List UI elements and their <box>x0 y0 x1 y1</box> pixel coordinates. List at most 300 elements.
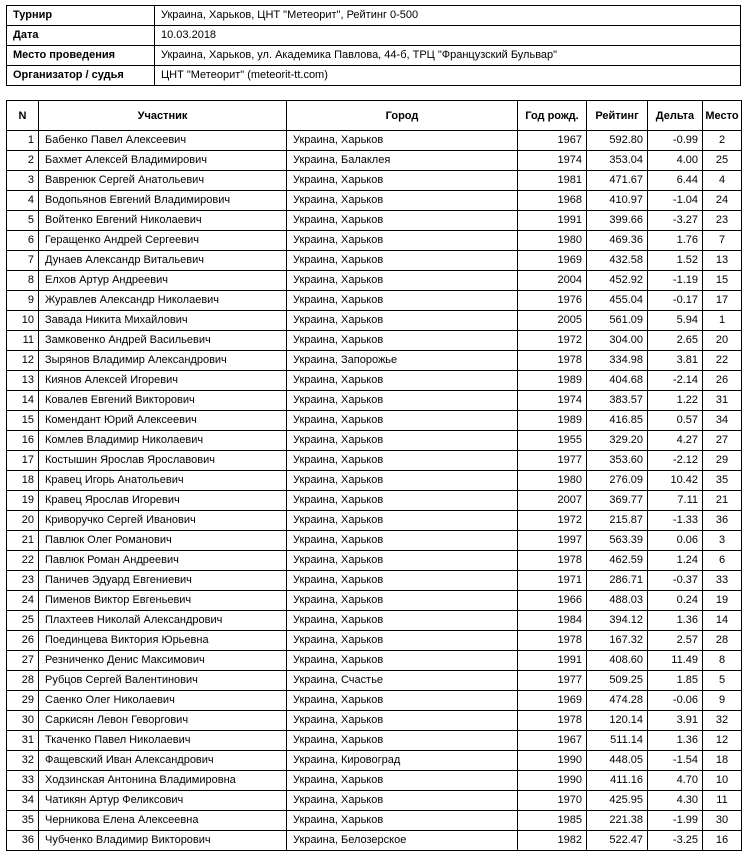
table-row <box>7 711 742 731</box>
cell-number: 20 <box>7 511 39 531</box>
cell-place: 1 <box>703 311 742 331</box>
cell-number: 6 <box>7 231 39 251</box>
cell-number: 9 <box>7 291 39 311</box>
cell-birth-year: 1985 <box>518 811 587 831</box>
table-row <box>7 411 742 431</box>
cell-number: 12 <box>7 351 39 371</box>
cell-place: 26 <box>703 371 742 391</box>
cell-birth-year: 1972 <box>518 331 587 351</box>
table-row <box>7 451 742 471</box>
info-value: Украина, Харьков, ул. Академика Павлова, 44-б, ТРЦ "Французский Бульвар" <box>155 46 741 66</box>
cell-place: 34 <box>703 411 742 431</box>
cell-delta: -1.19 <box>648 271 703 291</box>
cell-participant: Саенко Олег Николаевич <box>39 691 287 711</box>
cell-birth-year: 1971 <box>518 571 587 591</box>
cell-birth-year: 1990 <box>518 771 587 791</box>
cell-rating: 410.97 <box>587 191 648 211</box>
cell-place: 9 <box>703 691 742 711</box>
cell-participant: Журавлев Александр Николаевич <box>39 291 287 311</box>
table-row <box>7 371 742 391</box>
cell-rating: 411.16 <box>587 771 648 791</box>
cell-participant: Резниченко Денис Максимович <box>39 651 287 671</box>
cell-number: 27 <box>7 651 39 671</box>
cell-number: 33 <box>7 771 39 791</box>
cell-number: 35 <box>7 811 39 831</box>
cell-participant: Зырянов Владимир Александрович <box>39 351 287 371</box>
cell-place: 13 <box>703 251 742 271</box>
tournament-info-table <box>6 5 741 86</box>
cell-participant: Водопьянов Евгений Владимирович <box>39 191 287 211</box>
cell-city: Украина, Кировоград <box>287 751 518 771</box>
cell-rating: 215.87 <box>587 511 648 531</box>
cell-place: 16 <box>703 831 742 851</box>
cell-participant: Плахтеев Николай Александрович <box>39 611 287 631</box>
cell-city: Украина, Харьков <box>287 131 518 151</box>
cell-rating: 276.09 <box>587 471 648 491</box>
cell-delta: 0.06 <box>648 531 703 551</box>
cell-rating: 334.98 <box>587 351 648 371</box>
cell-delta: -2.12 <box>648 451 703 471</box>
table-row <box>7 131 742 151</box>
cell-birth-year: 1980 <box>518 231 587 251</box>
cell-delta: -0.17 <box>648 291 703 311</box>
cell-rating: 394.12 <box>587 611 648 631</box>
results-table <box>6 100 742 851</box>
cell-rating: 474.28 <box>587 691 648 711</box>
cell-number: 17 <box>7 451 39 471</box>
cell-participant: Кравец Игорь Анатольевич <box>39 471 287 491</box>
cell-birth-year: 1974 <box>518 391 587 411</box>
cell-place: 21 <box>703 491 742 511</box>
cell-city: Украина, Харьков <box>287 611 518 631</box>
cell-rating: 448.05 <box>587 751 648 771</box>
cell-delta: 7.11 <box>648 491 703 511</box>
cell-place: 2 <box>703 131 742 151</box>
cell-city: Украина, Харьков <box>287 711 518 731</box>
cell-place: 23 <box>703 211 742 231</box>
cell-birth-year: 1978 <box>518 351 587 371</box>
cell-number: 25 <box>7 611 39 631</box>
cell-delta: 10.42 <box>648 471 703 491</box>
cell-birth-year: 1976 <box>518 291 587 311</box>
info-row-organizer <box>7 66 741 86</box>
table-row <box>7 751 742 771</box>
cell-number: 28 <box>7 671 39 691</box>
cell-city: Украина, Харьков <box>287 191 518 211</box>
cell-number: 21 <box>7 531 39 551</box>
cell-delta: -3.27 <box>648 211 703 231</box>
cell-number: 23 <box>7 571 39 591</box>
table-row <box>7 251 742 271</box>
cell-rating: 592.80 <box>587 131 648 151</box>
cell-birth-year: 1969 <box>518 251 587 271</box>
cell-participant: Саркисян Левон Геворгович <box>39 711 287 731</box>
cell-city: Украина, Харьков <box>287 571 518 591</box>
cell-number: 2 <box>7 151 39 171</box>
cell-rating: 404.68 <box>587 371 648 391</box>
table-row <box>7 731 742 751</box>
cell-birth-year: 1997 <box>518 531 587 551</box>
cell-city: Украина, Харьков <box>287 471 518 491</box>
cell-city: Украина, Харьков <box>287 631 518 651</box>
cell-rating: 425.95 <box>587 791 648 811</box>
table-row <box>7 311 742 331</box>
col-header-participant: Участник <box>39 101 287 131</box>
cell-birth-year: 2004 <box>518 271 587 291</box>
info-label: Турнир <box>7 6 155 26</box>
cell-delta: 1.36 <box>648 611 703 631</box>
cell-city: Украина, Харьков <box>287 171 518 191</box>
cell-rating: 561.09 <box>587 311 648 331</box>
info-value: Украина, Харьков, ЦНТ "Метеорит", Рейтинг 0-500 <box>155 6 741 26</box>
cell-birth-year: 1968 <box>518 191 587 211</box>
cell-delta: 4.27 <box>648 431 703 451</box>
col-header-birth-year: Год рожд. <box>518 101 587 131</box>
cell-city: Украина, Счастье <box>287 671 518 691</box>
cell-birth-year: 1977 <box>518 451 587 471</box>
cell-place: 33 <box>703 571 742 591</box>
cell-participant: Костышин Ярослав Ярославович <box>39 451 287 471</box>
cell-city: Украина, Харьков <box>287 411 518 431</box>
cell-rating: 509.25 <box>587 671 648 691</box>
table-row <box>7 671 742 691</box>
cell-city: Украина, Харьков <box>287 811 518 831</box>
cell-number: 36 <box>7 831 39 851</box>
cell-city: Украина, Балаклея <box>287 151 518 171</box>
cell-place: 14 <box>703 611 742 631</box>
cell-rating: 383.57 <box>587 391 648 411</box>
cell-birth-year: 1978 <box>518 551 587 571</box>
col-header-place: Место <box>703 101 742 131</box>
cell-delta: -0.37 <box>648 571 703 591</box>
table-row <box>7 351 742 371</box>
cell-birth-year: 2007 <box>518 491 587 511</box>
cell-participant: Ковалев Евгений Викторович <box>39 391 287 411</box>
cell-number: 16 <box>7 431 39 451</box>
cell-delta: 1.22 <box>648 391 703 411</box>
cell-rating: 471.67 <box>587 171 648 191</box>
cell-rating: 286.71 <box>587 571 648 591</box>
cell-birth-year: 1984 <box>518 611 587 631</box>
table-row <box>7 771 742 791</box>
cell-birth-year: 1966 <box>518 591 587 611</box>
cell-city: Украина, Харьков <box>287 371 518 391</box>
table-row <box>7 331 742 351</box>
cell-participant: Вавренюк Сергей Анатольевич <box>39 171 287 191</box>
cell-rating: 452.92 <box>587 271 648 291</box>
cell-place: 7 <box>703 231 742 251</box>
cell-participant: Бахмет Алексей Владимирович <box>39 151 287 171</box>
cell-rating: 353.04 <box>587 151 648 171</box>
cell-city: Украина, Харьков <box>287 251 518 271</box>
cell-delta: 1.52 <box>648 251 703 271</box>
cell-number: 7 <box>7 251 39 271</box>
cell-rating: 563.39 <box>587 531 648 551</box>
cell-delta: -1.33 <box>648 511 703 531</box>
cell-place: 24 <box>703 191 742 211</box>
table-row <box>7 291 742 311</box>
cell-birth-year: 1967 <box>518 731 587 751</box>
cell-participant: Комлев Владимир Николаевич <box>39 431 287 451</box>
cell-number: 32 <box>7 751 39 771</box>
cell-birth-year: 1970 <box>518 791 587 811</box>
cell-place: 4 <box>703 171 742 191</box>
cell-place: 32 <box>703 711 742 731</box>
cell-place: 25 <box>703 151 742 171</box>
cell-number: 10 <box>7 311 39 331</box>
cell-birth-year: 1974 <box>518 151 587 171</box>
cell-rating: 329.20 <box>587 431 648 451</box>
cell-number: 30 <box>7 711 39 731</box>
cell-number: 3 <box>7 171 39 191</box>
cell-rating: 120.14 <box>587 711 648 731</box>
table-row <box>7 791 742 811</box>
cell-rating: 469.36 <box>587 231 648 251</box>
cell-city: Украина, Харьков <box>287 211 518 231</box>
cell-place: 35 <box>703 471 742 491</box>
info-value: ЦНТ "Метеорит" (meteorit-tt.com) <box>155 66 741 86</box>
cell-rating: 522.47 <box>587 831 648 851</box>
cell-city: Украина, Харьков <box>287 311 518 331</box>
cell-city: Украина, Харьков <box>287 771 518 791</box>
table-row <box>7 811 742 831</box>
info-row-date <box>7 26 741 46</box>
cell-delta: -1.54 <box>648 751 703 771</box>
cell-number: 22 <box>7 551 39 571</box>
cell-birth-year: 1991 <box>518 651 587 671</box>
cell-participant: Геращенко Андрей Сергеевич <box>39 231 287 251</box>
table-row <box>7 511 742 531</box>
cell-city: Украина, Харьков <box>287 451 518 471</box>
cell-birth-year: 1972 <box>518 511 587 531</box>
cell-city: Украина, Харьков <box>287 491 518 511</box>
cell-participant: Чубченко Владимир Викторович <box>39 831 287 851</box>
cell-delta: 3.91 <box>648 711 703 731</box>
info-row-tournament <box>7 6 741 26</box>
cell-place: 29 <box>703 451 742 471</box>
cell-city: Украина, Харьков <box>287 651 518 671</box>
cell-place: 20 <box>703 331 742 351</box>
cell-delta: -0.06 <box>648 691 703 711</box>
cell-city: Украина, Харьков <box>287 231 518 251</box>
cell-city: Украина, Харьков <box>287 691 518 711</box>
table-row <box>7 151 742 171</box>
cell-place: 18 <box>703 751 742 771</box>
table-row <box>7 231 742 251</box>
cell-rating: 399.66 <box>587 211 648 231</box>
info-label: Дата <box>7 26 155 46</box>
cell-birth-year: 1978 <box>518 631 587 651</box>
cell-place: 3 <box>703 531 742 551</box>
table-row <box>7 191 742 211</box>
cell-delta: 1.85 <box>648 671 703 691</box>
cell-participant: Поединцева Виктория Юрьевна <box>39 631 287 651</box>
cell-city: Украина, Запорожье <box>287 351 518 371</box>
cell-place: 17 <box>703 291 742 311</box>
cell-city: Украина, Харьков <box>287 791 518 811</box>
cell-delta: -1.99 <box>648 811 703 831</box>
cell-birth-year: 1991 <box>518 211 587 231</box>
cell-participant: Рубцов Сергей Валентинович <box>39 671 287 691</box>
cell-participant: Комендант Юрий Алексеевич <box>39 411 287 431</box>
info-label: Место проведения <box>7 46 155 66</box>
cell-number: 26 <box>7 631 39 651</box>
cell-birth-year: 1955 <box>518 431 587 451</box>
cell-participant: Паничев Эдуард Евгениевич <box>39 571 287 591</box>
cell-rating: 432.58 <box>587 251 648 271</box>
cell-participant: Павлюк Олег Романович <box>39 531 287 551</box>
col-header-rating: Рейтинг <box>587 101 648 131</box>
info-label: Организатор / судья <box>7 66 155 86</box>
cell-delta: -0.99 <box>648 131 703 151</box>
cell-rating: 455.04 <box>587 291 648 311</box>
cell-delta: 0.24 <box>648 591 703 611</box>
cell-participant: Елхов Артур Андреевич <box>39 271 287 291</box>
cell-delta: 2.57 <box>648 631 703 651</box>
cell-delta: -2.14 <box>648 371 703 391</box>
table-row <box>7 591 742 611</box>
cell-delta: 1.36 <box>648 731 703 751</box>
cell-number: 19 <box>7 491 39 511</box>
table-row <box>7 691 742 711</box>
cell-delta: 4.70 <box>648 771 703 791</box>
cell-birth-year: 1967 <box>518 131 587 151</box>
table-row <box>7 171 742 191</box>
table-row <box>7 551 742 571</box>
cell-delta: 3.81 <box>648 351 703 371</box>
cell-number: 5 <box>7 211 39 231</box>
cell-number: 1 <box>7 131 39 151</box>
cell-place: 10 <box>703 771 742 791</box>
cell-number: 29 <box>7 691 39 711</box>
cell-participant: Павлюк Роман Андреевич <box>39 551 287 571</box>
cell-rating: 353.60 <box>587 451 648 471</box>
cell-rating: 369.77 <box>587 491 648 511</box>
cell-place: 11 <box>703 791 742 811</box>
cell-city: Украина, Белозерское <box>287 831 518 851</box>
cell-participant: Черникова Елена Алексеевна <box>39 811 287 831</box>
cell-delta: 6.44 <box>648 171 703 191</box>
cell-birth-year: 1989 <box>518 411 587 431</box>
table-row <box>7 611 742 631</box>
cell-rating: 167.32 <box>587 631 648 651</box>
cell-birth-year: 1981 <box>518 171 587 191</box>
cell-rating: 408.60 <box>587 651 648 671</box>
col-header-delta: Дельта <box>648 101 703 131</box>
table-row <box>7 531 742 551</box>
table-row <box>7 571 742 591</box>
cell-city: Украина, Харьков <box>287 291 518 311</box>
cell-city: Украина, Харьков <box>287 331 518 351</box>
cell-birth-year: 1990 <box>518 751 587 771</box>
cell-delta: 1.76 <box>648 231 703 251</box>
cell-participant: Дунаев Александр Витальевич <box>39 251 287 271</box>
cell-place: 36 <box>703 511 742 531</box>
table-row <box>7 491 742 511</box>
info-row-venue <box>7 46 741 66</box>
cell-participant: Ходзинская Антонина Владимировна <box>39 771 287 791</box>
cell-participant: Ткаченко Павел Николаевич <box>39 731 287 751</box>
cell-number: 11 <box>7 331 39 351</box>
cell-city: Украина, Харьков <box>287 431 518 451</box>
cell-number: 4 <box>7 191 39 211</box>
cell-number: 31 <box>7 731 39 751</box>
cell-place: 15 <box>703 271 742 291</box>
cell-participant: Пименов Виктор Евгеньевич <box>39 591 287 611</box>
cell-place: 28 <box>703 631 742 651</box>
cell-number: 24 <box>7 591 39 611</box>
cell-participant: Замковенко Андрей Васильевич <box>39 331 287 351</box>
cell-place: 12 <box>703 731 742 751</box>
cell-city: Украина, Харьков <box>287 731 518 751</box>
results-body <box>7 131 742 851</box>
cell-delta: -3.25 <box>648 831 703 851</box>
cell-participant: Фащевский Иван Александрович <box>39 751 287 771</box>
table-row <box>7 431 742 451</box>
cell-participant: Криворучко Сергей Иванович <box>39 511 287 531</box>
cell-number: 13 <box>7 371 39 391</box>
table-row <box>7 211 742 231</box>
cell-delta: 5.94 <box>648 311 703 331</box>
cell-delta: 2.65 <box>648 331 703 351</box>
cell-participant: Чатикян Артур Феликсович <box>39 791 287 811</box>
cell-delta: 4.30 <box>648 791 703 811</box>
cell-participant: Кравец Ярослав Игоревич <box>39 491 287 511</box>
cell-delta: 0.57 <box>648 411 703 431</box>
cell-birth-year: 1977 <box>518 671 587 691</box>
cell-birth-year: 2005 <box>518 311 587 331</box>
table-row <box>7 271 742 291</box>
cell-number: 14 <box>7 391 39 411</box>
cell-birth-year: 1980 <box>518 471 587 491</box>
cell-birth-year: 1989 <box>518 371 587 391</box>
col-header-number: N <box>7 101 39 131</box>
cell-delta: -1.04 <box>648 191 703 211</box>
cell-number: 34 <box>7 791 39 811</box>
cell-rating: 488.03 <box>587 591 648 611</box>
col-header-city: Город <box>287 101 518 131</box>
results-header-row <box>7 101 742 131</box>
cell-rating: 511.14 <box>587 731 648 751</box>
cell-rating: 221.38 <box>587 811 648 831</box>
table-row <box>7 391 742 411</box>
table-row <box>7 831 742 851</box>
cell-number: 8 <box>7 271 39 291</box>
info-value: 10.03.2018 <box>155 26 741 46</box>
cell-place: 19 <box>703 591 742 611</box>
cell-birth-year: 1978 <box>518 711 587 731</box>
cell-place: 31 <box>703 391 742 411</box>
cell-place: 6 <box>703 551 742 571</box>
cell-birth-year: 1969 <box>518 691 587 711</box>
cell-place: 30 <box>703 811 742 831</box>
cell-birth-year: 1982 <box>518 831 587 851</box>
cell-rating: 462.59 <box>587 551 648 571</box>
cell-participant: Войтенко Евгений Николаевич <box>39 211 287 231</box>
table-row <box>7 651 742 671</box>
cell-place: 8 <box>703 651 742 671</box>
cell-place: 22 <box>703 351 742 371</box>
cell-city: Украина, Харьков <box>287 511 518 531</box>
cell-city: Украина, Харьков <box>287 391 518 411</box>
cell-participant: Киянов Алексей Игоревич <box>39 371 287 391</box>
cell-participant: Завада Никита Михайлович <box>39 311 287 331</box>
cell-rating: 304.00 <box>587 331 648 351</box>
cell-city: Украина, Харьков <box>287 531 518 551</box>
cell-delta: 4.00 <box>648 151 703 171</box>
cell-city: Украина, Харьков <box>287 591 518 611</box>
cell-city: Украина, Харьков <box>287 271 518 291</box>
